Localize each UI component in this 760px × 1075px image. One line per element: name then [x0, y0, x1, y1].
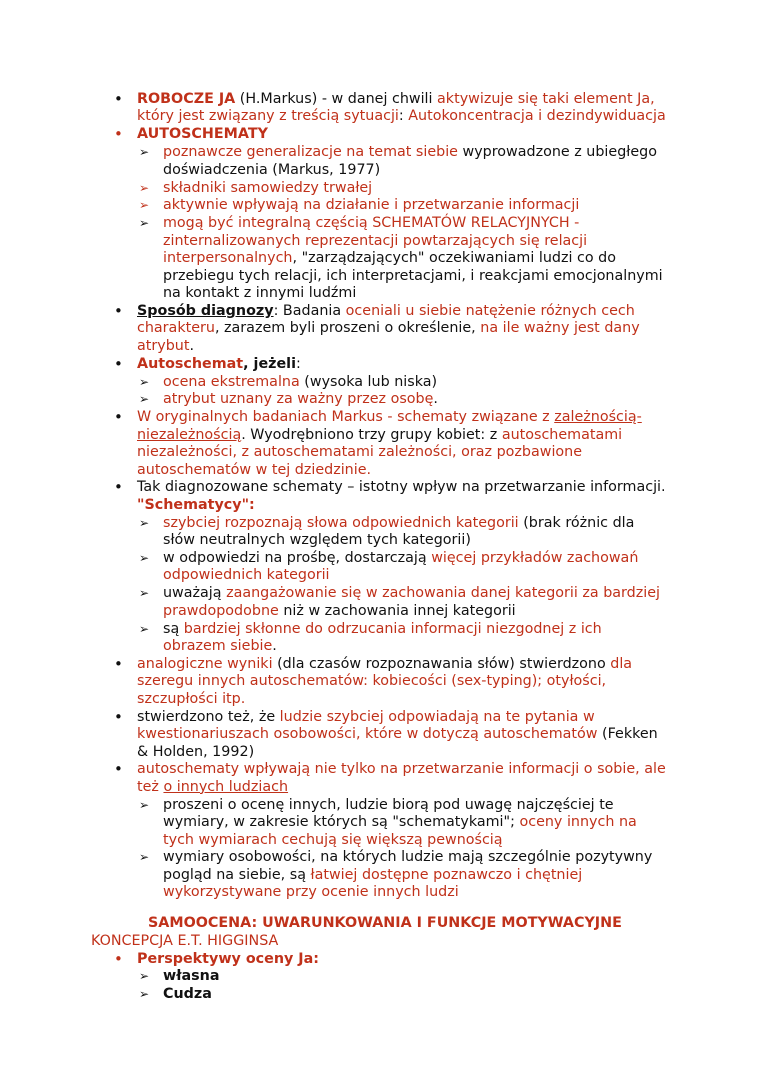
- text-run: (brak różnic dla słów neutralnych względem tych kategorii): [163, 514, 635, 549]
- arrow-bullet-icon: ➢: [139, 515, 150, 530]
- text-run: , zarazem byli proszeni o określenie,: [214, 320, 481, 337]
- text-run: Tak diagnozowane schematy – istotny wpływ na przetwarzanie informacji.: [137, 479, 666, 496]
- sub-bullet-item: [0, 374, 668, 391]
- text-run: aktywizuje się taki element Ja, który jest związany z treścią sytuacji: [137, 91, 655, 125]
- bullet-item: [0, 656, 667, 708]
- sub-bullet-item: [0, 197, 668, 214]
- text-run: oceniali u siebie natężenie różnych cech charakteru: [137, 302, 635, 337]
- text-run: oceny innych na tych wymiarach cechują się większą pewnością: [163, 814, 637, 848]
- text-run: (dla czasów rozpoznawania słów) stwierdzono: [272, 656, 611, 672]
- text-run: bardziej skłonne do odrzucania informacji niezgodnej z ich obrazem siebie: [163, 620, 602, 655]
- text-run: , jeżeli: [243, 355, 296, 372]
- sub-bullet-item: [0, 849, 668, 901]
- sub-bullet-item: [0, 391, 668, 408]
- bullet-icon: •: [114, 949, 123, 968]
- sub-bullet-item: [0, 515, 668, 550]
- bullet-item: [0, 709, 667, 761]
- sub-bullet-item: [0, 144, 668, 179]
- text-run: zaangażowanie się w zachowania danej kategorii za bardziej prawdopodobne: [163, 585, 660, 619]
- text-run: W oryginalnych badaniach Markus - schematy związane z: [137, 409, 555, 426]
- text-run: aktywnie wpływają na działanie i przetwarzanie informacji: [163, 197, 580, 214]
- sub-bullet-item: [0, 797, 668, 849]
- text-run: ocena ekstremalna: [163, 373, 300, 390]
- bullet-item: [0, 409, 667, 479]
- sub-bullet-item: [0, 550, 668, 585]
- text-run: o innych ludziach: [163, 778, 289, 795]
- bullet-item: [0, 91, 667, 126]
- text-run: .: [272, 638, 277, 655]
- bullet-icon: •: [114, 408, 123, 427]
- text-run: wymiary osobowości, na których ludzie mają szczególnie pozytywny pogląd na siebie, są: [163, 849, 653, 883]
- sub-bullet-item: [0, 968, 668, 985]
- document-page: [0, 91, 760, 1004]
- text-run: składniki samowiedzy trwałej: [163, 179, 373, 196]
- arrow-bullet-icon: ➢: [139, 969, 150, 984]
- bullet-item: [0, 951, 667, 968]
- arrow-bullet-icon: ➢: [139, 145, 150, 160]
- bullet-item: [0, 126, 667, 143]
- text-run: szybciej rozpoznają słowa odpowiednich kategorii: [163, 514, 519, 531]
- text-run: Autokoncentracja i dezindywiduacja: [408, 108, 666, 125]
- bullet-icon: •: [114, 125, 123, 144]
- text-run: autoschematami niezależności, z autoschematami zależności, oraz pozbawione autoschematów w tej dziedzinie.: [137, 426, 623, 478]
- text-run: dla szeregu innych autoschematów: kobiecości (sex-typing); otyłości, szczupłości itp.: [137, 656, 633, 707]
- text-run: proszeni o ocenę innych, ludzie biorą pod uwagę najczęściej te wymiary, w zakresie których są "schematykami";: [163, 796, 614, 831]
- text-run: SAMOOCENA: UWARUNKOWANIA I FUNKCJE MOTYWACYJNE: [148, 914, 622, 931]
- text-run: więcej przykładów zachowań odpowiednich kategorii: [163, 550, 639, 584]
- text-run: na ile ważny jest dany atrybut: [137, 320, 640, 354]
- text-run: (Fekken & Holden, 1992): [137, 726, 658, 760]
- arrow-bullet-icon: ➢: [139, 392, 150, 407]
- text-run: Perspektywy oceny Ja:: [137, 950, 319, 967]
- arrow-bullet-icon: ➢: [139, 374, 150, 389]
- text-run: ludzie szybciej odpowiadają na te pytania w kwestionariuszach osobowości, które w dotyczą autoschematów: [137, 708, 598, 743]
- text-run: autoschematy wpływają nie tylko na przetwarzanie informacji o sobie, ale też: [137, 761, 666, 795]
- text-run: zależnością-niezależnością: [137, 409, 642, 443]
- sub-bullet-item: [0, 585, 668, 620]
- sub-bullet-item: [0, 986, 668, 1003]
- text-run: :: [398, 108, 409, 125]
- bullet-icon: •: [114, 707, 123, 726]
- text-run: łatwiej dostępne poznawczo i chętniej wykorzystywane przy ocenie innych ludzi: [163, 866, 583, 901]
- subheading: [0, 933, 760, 950]
- sub-bullet-item: [0, 180, 668, 197]
- text-run: Sposób diagnozy: [137, 302, 274, 319]
- text-run: , "zarządzających" oczekiwaniami ludzi co do przebiegu tych relacji, ich interpretacjami, i reakcjami emocjonalnymi na kontakt z innymi ludźmi: [163, 250, 663, 301]
- bullet-icon: •: [114, 760, 123, 779]
- text-run: : Badania: [273, 302, 346, 319]
- bullet-icon: •: [114, 301, 123, 320]
- text-run: Cudza: [163, 986, 212, 1003]
- text-run: "Schematycy":: [137, 496, 255, 513]
- text-run: AUTOSCHEMATY: [137, 126, 268, 143]
- text-run: w odpowiedzi na prośbę, dostarczają: [163, 550, 432, 567]
- bullet-item: [0, 479, 667, 514]
- section-heading: [0, 915, 760, 932]
- text-run: stwierdzono też, że: [137, 708, 280, 725]
- text-run: :: [295, 355, 301, 372]
- bullet-item: [0, 356, 667, 373]
- arrow-bullet-icon: ➢: [139, 551, 150, 566]
- text-run: są: [163, 620, 184, 637]
- arrow-bullet-icon: ➢: [139, 621, 150, 636]
- arrow-bullet-icon: ➢: [139, 987, 150, 1002]
- text-run: Autoschemat: [137, 355, 244, 372]
- bullet-icon: •: [114, 655, 123, 673]
- text-run: niż w zachowania innej kategorii: [278, 602, 516, 619]
- arrow-bullet-icon: ➢: [139, 216, 150, 231]
- bullet-item: [0, 761, 667, 796]
- text-run: mogą być integralną częścią SCHEMATÓW RELACYJNYCH - zinternalizowanych reprezentacji powtarzających się relacji interpersonalnych: [163, 215, 588, 267]
- text-run: poznawcze generalizacje na temat siebie: [163, 144, 458, 161]
- sub-bullet-item: [0, 215, 668, 302]
- arrow-bullet-icon: ➢: [139, 586, 150, 601]
- bullet-icon: •: [114, 354, 123, 373]
- bullet-icon: •: [114, 90, 123, 108]
- text-run: wyprowadzone z ubiegłego doświadczenia (Markus, 1977): [163, 144, 657, 178]
- arrow-bullet-icon: ➢: [139, 198, 150, 213]
- text-run: .: [189, 337, 194, 354]
- bullet-item: [0, 303, 667, 355]
- text-run: (H.Markus) - w danej chwili: [235, 91, 438, 107]
- bullet-icon: •: [114, 478, 123, 497]
- text-run: analogiczne wyniki: [137, 656, 273, 672]
- text-run: KONCEPCJA E.T. HIGGINSA: [91, 932, 279, 949]
- text-run: . Wyodrębniono trzy grupy kobiet: z: [241, 426, 502, 443]
- arrow-bullet-icon: ➢: [139, 850, 150, 865]
- text-run: ROBOCZE JA: [137, 91, 236, 107]
- text-run: uważają: [163, 585, 227, 602]
- text-run: (wysoka lub niska): [299, 373, 438, 390]
- sub-bullet-item: [0, 621, 668, 656]
- text-run: .: [433, 391, 438, 408]
- arrow-bullet-icon: ➢: [139, 797, 150, 812]
- arrow-bullet-icon: ➢: [139, 180, 150, 195]
- text-run: atrybut uznany za ważny przez osobę: [163, 391, 434, 408]
- text-run: własna: [163, 968, 220, 985]
